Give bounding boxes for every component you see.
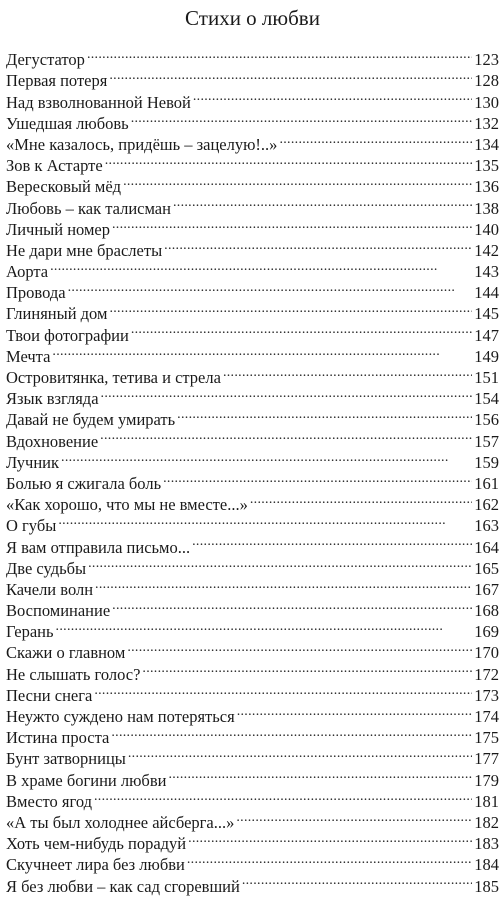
toc-entry-title: Вдохновение	[6, 431, 99, 451]
dot-leader	[95, 574, 472, 595]
toc-entry-page-number: 145	[474, 304, 499, 324]
toc-entry-page-number: 170	[474, 643, 499, 663]
toc-entry-page-number: 185	[474, 876, 499, 896]
toc-entry-title: Бунт затворницы	[6, 749, 126, 769]
toc-entry-title: «А ты был холоднее айсберга...»	[6, 812, 235, 832]
toc-entry-page-number: 147	[474, 325, 499, 345]
toc-entry-title: Провода	[6, 283, 66, 303]
toc-entry-page-number: 140	[474, 219, 499, 239]
dot-leader	[177, 404, 472, 425]
dot-leader	[131, 108, 473, 129]
toc-entry[interactable]	[6, 510, 499, 536]
toc-entry-page-number: 151	[474, 368, 499, 387]
dot-leader	[127, 637, 472, 658]
toc-entry-title: «Как хорошо, что мы не вместе...»	[6, 495, 248, 515]
dot-leader	[163, 468, 472, 489]
toc-entry-title: Островитянка, тетива и стрела	[6, 368, 221, 387]
dot-leader	[131, 319, 472, 340]
dot-leader	[128, 743, 472, 764]
toc-entry-title: Не слышать голос?	[6, 664, 141, 684]
toc-entry[interactable]	[6, 341, 499, 366]
dot-leader	[112, 595, 472, 616]
toc-entry-title: Качели волн	[6, 579, 94, 599]
toc-entry-page-number: 174	[474, 707, 499, 726]
toc-entry-title: Неужто суждено нам потеряться	[6, 707, 235, 726]
toc-entry-title: Давай не будем умирать	[6, 410, 176, 430]
toc-entry-title: Зов к Астарте	[6, 156, 103, 176]
toc-entry[interactable]	[6, 531, 499, 557]
dot-leader	[88, 553, 472, 574]
toc-entry-title: Первая потеря	[6, 71, 108, 91]
dot-leader	[87, 44, 472, 65]
toc-entry-page-number: 182	[474, 812, 499, 832]
toc-entry-page-number: 149	[474, 346, 499, 366]
dot-leader	[192, 531, 472, 552]
toc-entry-title: Не дари мне браслеты	[6, 240, 163, 260]
toc-entry-page-number: 164	[474, 537, 499, 557]
dot-leader	[94, 786, 472, 807]
toc-list	[6, 44, 499, 896]
toc-entry-title: Скажи о главном	[6, 643, 126, 663]
toc-entry-title: Я вам отправила письмо...	[6, 537, 191, 557]
dot-leader	[101, 383, 473, 404]
toc-entry[interactable]	[6, 447, 499, 472]
toc-entry-title: В храме богини любви	[6, 770, 167, 790]
dot-leader	[109, 298, 472, 319]
toc-entry-title: Язык взгляда	[6, 389, 99, 409]
dot-leader	[142, 658, 472, 679]
dot-leader	[164, 235, 472, 256]
dot-leader	[237, 701, 473, 722]
toc-entry-title: Я без любви – как сад сгоревший	[6, 876, 240, 896]
dot-leader	[56, 616, 473, 637]
toc-entry-page-number: 134	[474, 134, 499, 154]
dot-leader	[100, 425, 472, 446]
toc-entry-title: Твои фотографии	[6, 325, 129, 345]
toc-entry-title: Аорта	[6, 262, 49, 282]
toc-entry-page-number: 159	[474, 452, 499, 472]
dot-leader	[105, 150, 473, 171]
toc-entry-page-number: 144	[474, 283, 499, 303]
dot-leader	[236, 807, 472, 828]
toc-entry-title: Песни снега	[6, 685, 93, 705]
toc-entry[interactable]	[6, 277, 499, 303]
dot-leader	[242, 870, 472, 891]
toc-entry-page-number: 154	[474, 389, 499, 409]
toc-entry-title: Личный номер	[6, 219, 110, 239]
dot-leader	[187, 849, 472, 870]
dot-leader	[168, 764, 472, 785]
toc-entry-page-number: 177	[474, 749, 499, 769]
toc-entry-title: Лучник	[6, 452, 60, 472]
toc-entry-title: Герань	[6, 622, 54, 642]
toc-entry-page-number: 157	[474, 431, 499, 451]
toc-entry-title: Болью я сжигала боль	[6, 473, 162, 493]
toc-entry-page-number: 175	[474, 728, 499, 748]
toc-entry-title: Вместо ягод	[6, 791, 92, 811]
toc-entry-page-number: 183	[474, 834, 499, 854]
toc-entry-page-number: 123	[474, 50, 499, 70]
dot-leader	[109, 65, 472, 86]
dot-leader	[58, 510, 472, 531]
section-title: Стихи о любви	[185, 6, 320, 30]
toc-entry-page-number: 138	[474, 198, 499, 218]
toc-entry-title: Ушедшая любовь	[6, 113, 129, 133]
dot-leader	[193, 86, 472, 107]
dot-leader	[94, 680, 472, 701]
toc-entry-title: Любовь – как талисман	[6, 198, 171, 218]
dot-leader	[112, 214, 472, 235]
toc-entry-title: Скучнеет лира без любви	[6, 855, 185, 875]
dot-leader	[52, 341, 472, 362]
toc-entry-page-number: 168	[474, 601, 499, 621]
toc-entry-page-number: 132	[474, 113, 499, 133]
toc-entry[interactable]	[6, 362, 499, 387]
dot-leader	[68, 277, 473, 298]
dot-leader	[61, 447, 472, 468]
toc-entry-page-number: 161	[474, 473, 499, 493]
toc-entry-page-number: 173	[474, 685, 499, 705]
dot-leader	[173, 192, 472, 213]
toc-entry-page-number: 136	[474, 177, 499, 197]
toc-entry-page-number: 162	[474, 495, 499, 515]
dot-leader	[279, 129, 472, 150]
toc-entry-page-number: 143	[474, 262, 499, 282]
toc-entry-page-number: 167	[474, 579, 499, 599]
toc-entry-page-number: 165	[474, 558, 499, 578]
toc-entry-page-number: 128	[474, 71, 499, 91]
toc-entry[interactable]	[6, 616, 499, 642]
dot-leader	[223, 362, 472, 383]
toc-entry[interactable]	[6, 468, 499, 493]
toc-entry-page-number: 156	[474, 410, 499, 430]
toc-entry-title: Глиняный дом	[6, 304, 108, 324]
dot-leader	[188, 828, 472, 849]
toc-entry-page-number: 163	[474, 516, 499, 536]
toc-entry-title: Истина проста	[6, 728, 110, 748]
toc-entry-page-number: 130	[474, 92, 499, 112]
toc-entry[interactable]	[6, 637, 499, 663]
dot-leader	[123, 171, 472, 192]
toc-entry-title: Дегустатор	[6, 50, 85, 70]
toc-entry[interactable]	[6, 256, 499, 282]
toc-entry[interactable]	[6, 298, 499, 324]
toc-entry-title: «Мне казалось, придёшь – зацелую!..»	[6, 134, 278, 154]
toc-entry-title: Хоть чем-нибудь порадуй	[6, 834, 187, 854]
toc-entry-page-number: 184	[474, 855, 499, 875]
toc-entry-title: Вересковый мёд	[6, 177, 122, 197]
dot-leader	[250, 489, 472, 510]
toc-entry-page-number: 135	[474, 156, 499, 176]
toc-entry-page-number: 169	[474, 622, 499, 642]
toc-entry-page-number: 142	[474, 240, 499, 260]
toc-entry-title: Мечта	[6, 346, 51, 366]
toc-entry-title: Две судьбы	[6, 558, 87, 578]
toc-entry-page-number: 179	[474, 770, 499, 790]
toc-entry-title: Над взволнованной Невой	[6, 92, 191, 112]
toc-entry-page-number: 172	[474, 664, 499, 684]
toc-entry-title: О губы	[6, 516, 57, 536]
dot-leader	[111, 722, 472, 743]
dot-leader	[50, 256, 472, 277]
toc-entry-title: Воспоминание	[6, 601, 111, 621]
toc-entry-page-number: 181	[474, 791, 499, 811]
toc-entry[interactable]	[6, 44, 499, 70]
